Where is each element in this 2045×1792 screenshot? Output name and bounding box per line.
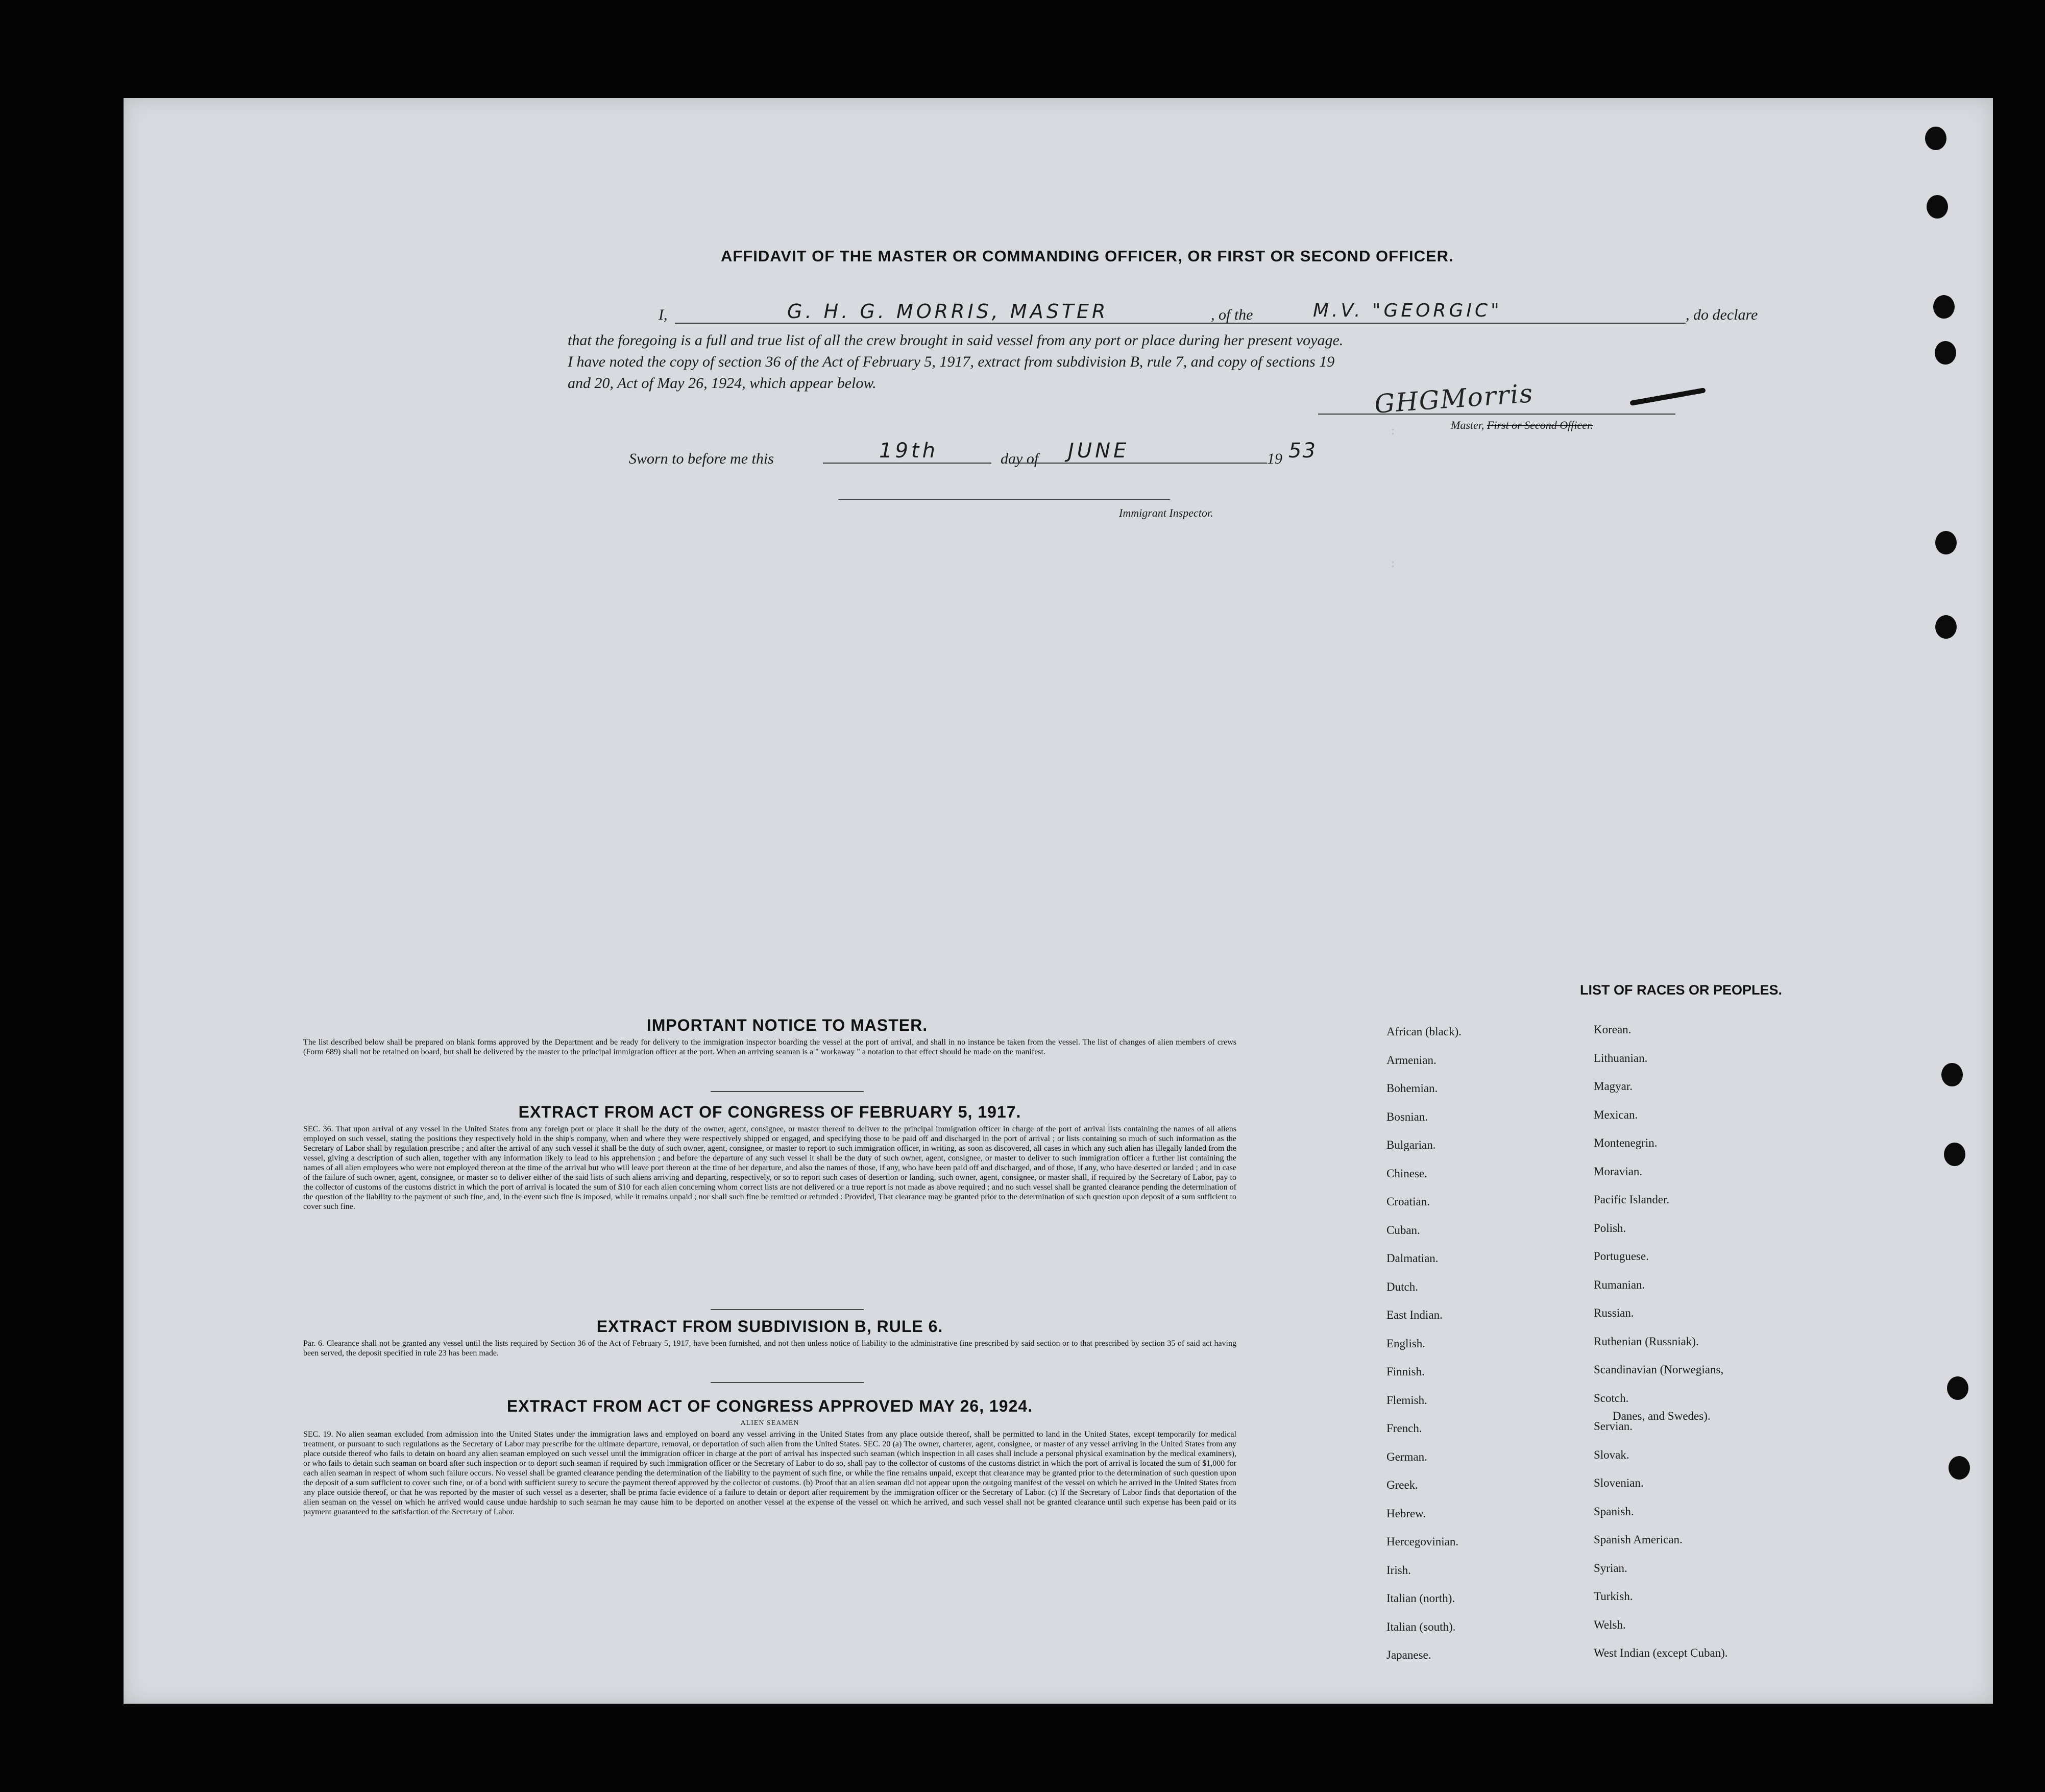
race-item: Turkish. <box>1594 1590 1633 1603</box>
race-item: German. <box>1386 1450 1427 1463</box>
affidavit-heading: AFFIDAVIT OF THE MASTER OR COMMANDING OFFICER, OR FIRST OR SECOND OFFICER. <box>721 247 1454 265</box>
race-item: Spanish. <box>1594 1505 1634 1518</box>
subdivision-b-heading: EXTRACT FROM SUBDIVISION B, RULE 6. <box>596 1317 943 1336</box>
race-item: Polish. <box>1594 1221 1626 1234</box>
day-line <box>823 463 991 464</box>
race-item: Welsh. <box>1594 1618 1626 1631</box>
race-continuation: Danes, and Swedes). <box>1613 1410 1711 1422</box>
race-item: Japanese. <box>1386 1649 1431 1661</box>
race-item: Moravian. <box>1594 1165 1643 1178</box>
race-item: English. <box>1386 1337 1426 1350</box>
section-divider <box>711 1309 864 1310</box>
punch-hole <box>1935 341 1956 365</box>
affidavit-line-4: and 20, Act of May 26, 1924, which appear below. <box>568 375 877 392</box>
punch-hole <box>1947 1376 1968 1400</box>
races-heading: LIST OF RACES OR PEOPLES. <box>1580 982 1783 998</box>
race-item: East Indian. <box>1386 1309 1443 1321</box>
bleed-through-mark: : <box>1390 425 1397 438</box>
master-signature: GHGMorris <box>1373 378 1535 419</box>
race-item: Bulgarian. <box>1386 1139 1436 1151</box>
punch-hole <box>1927 195 1948 219</box>
month-line <box>1012 463 1267 464</box>
affidavit-line-3: I have noted the copy of section 36 of the Act of February 5, 1917, extract from subdivision B, rule 7, and copy of sections 19 <box>568 353 1335 370</box>
section-divider <box>711 1091 864 1092</box>
race-item: Lithuanian. <box>1594 1051 1648 1064</box>
race-item: Pacific Islander. <box>1594 1193 1670 1206</box>
signature-flourish <box>1629 388 1706 406</box>
extract-1924-body: SEC. 19. No alien seaman excluded from admission into the United States under the immigration laws and employed on board any vessel arriving in the United States from any place outside thereof, shall be permitted to land in the United States, except temporarily for medical treatment, or pursuant to such regulations as the Secretary of Labor may prescribe for the ultimate departure, removal, or deportation of such alien from the United States. SEC. 20 (a) The owner, charterer, agent, consignee, or master of any vessel arriving in the United States from any place outside thereof who fails to detain on board any alien seaman employed on such vessel until the immigration officer in charge at the port of arrival has inspected such seaman (which inspection in all cases shall include a personal physical examination by the medical examiners), or who fails to detain such seaman on board after such inspection or to deport such seaman if required by such immigration officer or the Secretary of Labor to do so, shall pay to the collector of customs of the customs district in which the port of arrival is located the sum of $1,000 for each alien seaman in respect of whom such failure occurs. No vessel shall be granted clearance pending the determination of the liability to the payment of such fine, or while the fine remains unpaid, except that clearance may be granted prior to the determination of such question upon the deposit of a sum sufficient to cover such fine, or of a bond with sufficient surety to secure the payment thereof approved by the collector of customs. (b) Proof that an alien seaman did not appear upon the outgoing manifest of the vessel on which he arrived in the United States from any place outside thereof, or that he was reported by the master of such vessel as a deserter, shall be prima facie evidence of a failure to detain or deport after requirement by the immigration officer or the Secretary of Labor. (c) If the Secretary of Labor finds that deportation of the alien seaman on the vessel on which he arrived would cause undue hardship to such seaman he may cause him to be deported on another vessel at the expense of the vessel on which he arrived, and such vessel shall not be granted clearance until such expense has been paid or its payment guaranteed to the satisfaction of the Secretary of Labor. <box>303 1430 1236 1516</box>
vessel-line <box>1287 323 1686 324</box>
notice-body: The list described below shall be prepared on blank forms approved by the Department and be ready for delivery to the immigration inspector boarding the vessel at the port of arrival, and shall in no instance be taken from the vessel. The list of changes of alien members of crews (Form 689) shall not be retained on board, but shall be delivered by the master to the principal immigration officer at the port. When an arriving seaman is a " workaway " a notation to that effect should be made on the manifest. <box>303 1038 1236 1056</box>
year-prefix: 19 <box>1267 450 1282 467</box>
signature-line <box>1318 414 1675 415</box>
race-item: Portuguese. <box>1594 1250 1649 1263</box>
race-item: Bohemian. <box>1386 1082 1438 1095</box>
race-item: Russian. <box>1594 1306 1634 1319</box>
race-item: Italian (north). <box>1386 1592 1455 1605</box>
signer-title <box>1451 419 1593 432</box>
race-item: Dalmatian. <box>1386 1252 1439 1265</box>
punch-hole <box>1933 295 1955 319</box>
punch-hole <box>1944 1143 1965 1166</box>
race-item: Flemish. <box>1386 1393 1427 1407</box>
affidavit-i-label: I, <box>659 306 668 323</box>
vessel-name: M.V. "GEORGIC" <box>1313 300 1502 321</box>
inspector-label: Immigrant Inspector. <box>1119 506 1213 519</box>
race-item: Spanish American. <box>1594 1533 1683 1546</box>
extract-1924-subheading: ALIEN SEAMEN <box>740 1419 799 1427</box>
race-item: Slovak. <box>1594 1448 1629 1461</box>
race-item: Servian. <box>1594 1420 1633 1433</box>
race-item: Hercegovinian. <box>1386 1535 1459 1548</box>
do-declare-label: , do declare <box>1686 306 1758 323</box>
punch-hole <box>1935 615 1957 639</box>
race-item: French. <box>1386 1422 1422 1435</box>
subdivision-b-body: Par. 6. Clearance shall not be granted any vessel until the lists required by Section 36 of the Act of February 5, 1917, have been furnished, and not then unless notice of liability to the administrative fine prescribed by said section or to that prescribed by section 35 of said act having been served, the deposit specified in rule 23 has been made. <box>303 1339 1236 1358</box>
day-of-label: day of <box>1001 450 1039 467</box>
affidavit-line-2: that the foregoing is a full and true list of all the crew brought in said vessel from any port or place during her present voyage. <box>568 332 1344 349</box>
sworn-day: 19th <box>879 439 938 463</box>
signer-label-struck: First or Second Officer. <box>1487 419 1593 431</box>
punch-hole <box>1941 1063 1963 1086</box>
signer-label-master: Master, <box>1451 419 1487 431</box>
inspector-line <box>838 499 1170 500</box>
race-item: Irish. <box>1386 1563 1411 1577</box>
race-item: Mexican. <box>1594 1108 1638 1121</box>
of-the-label: , of the <box>1211 306 1253 323</box>
race-item: Montenegrin. <box>1594 1136 1658 1149</box>
race-item: Italian (south). <box>1386 1620 1456 1633</box>
race-item: Greek. <box>1386 1479 1418 1491</box>
punch-hole <box>1949 1456 1970 1480</box>
sworn-label: Sworn to before me this <box>629 450 774 467</box>
race-item: Scandinavian (Norwegians, <box>1594 1363 1724 1376</box>
race-item: Magyar. <box>1594 1080 1633 1093</box>
punch-hole <box>1935 531 1957 554</box>
sworn-month: JUNE <box>1068 439 1130 463</box>
section-divider <box>711 1382 864 1383</box>
bleed-through-mark: : <box>1390 558 1397 570</box>
race-item: Korean. <box>1594 1023 1632 1036</box>
master-name: G. H. G. MORRIS, MASTER <box>787 300 1109 323</box>
extract-1924-heading: EXTRACT FROM ACT OF CONGRESS APPROVED MAY 26, 1924. <box>506 1397 1033 1415</box>
race-item: West Indian (except Cuban). <box>1594 1646 1728 1659</box>
race-item: Dutch. <box>1386 1280 1418 1293</box>
race-item: Scotch. <box>1594 1391 1629 1404</box>
extract-1917-body: SEC. 36. That upon arrival of any vessel in the United States from any foreign port or place it shall be the duty of the owner, agent, consignee, or master thereof to deliver to the principal immigration officer in charge of the port of arrival lists containing the names of all aliens employed on such vessel, stating the positions they respectively hold in the ship's company, when and where they were respectively shipped or engaged, and specifying those to be paid off and discharged in the port of arrival ; or lists containing so much of such information as the Secretary of Labor shall by regulation prescribe ; and after the arrival of any such vessel it shall be the duty of such owner, agent, consignee, or master to report to such immigration officer, in writing, as soon as discovered, all cases in which any such alien has illegally landed from the vessel, giving a description of such alien, together with any information likely to lead to his apprehension ; and before the departure of any such vessel it shall be the duty of such owner, agent, consignee, or master to deliver to such immigration officer a further list containing the names of all alien employees who were not employed thereon at the time of the arrival but who will leave port thereon at the time of her departure, and also the names of those, if any, who have been paid off and discharged, and of those, if any, who have deserted or landed ; and in case of the failure of such owner, agent, consignee, or master so to deliver either of the said lists of such aliens arriving and departing, respectively, or so to report such cases of desertion or landing, such owner, agent, consignee, or master shall, if required by the Secretary of Labor, pay to the collector of customs of the customs district in which the port of arrival is located the sum of $10 for each alien concerning whom correct lists are not delivered or a true report is not made as above required ; and no such vessel shall be granted clearance pending the determination of the question of the liability to the payment of such fine, and, in the event such fine is imposed, while it remains unpaid ; nor shall such fine be remitted or refunded : Provided, That clearance may be granted prior to the determination of such question upon deposit of a sum sufficient to cover such fine. <box>303 1125 1236 1211</box>
race-item: Armenian. <box>1386 1053 1437 1067</box>
race-item: Cuban. <box>1386 1223 1420 1237</box>
race-item: African (black). <box>1386 1025 1462 1038</box>
document-page <box>124 98 1993 1704</box>
race-item: Slovenian. <box>1594 1476 1644 1489</box>
punch-hole <box>1925 127 1946 150</box>
race-item: Croatian. <box>1386 1195 1430 1208</box>
race-item: Bosnian. <box>1386 1110 1428 1123</box>
race-item: Syrian. <box>1594 1561 1627 1575</box>
extract-1917-heading: EXTRACT FROM ACT OF CONGRESS OF FEBRUARY 5, 1917. <box>518 1103 1021 1121</box>
year-suffix: 53 <box>1288 439 1317 463</box>
race-item: Finnish. <box>1386 1365 1425 1378</box>
race-item: Rumanian. <box>1594 1278 1645 1291</box>
race-item: Chinese. <box>1386 1167 1427 1180</box>
race-item: Hebrew. <box>1386 1507 1426 1520</box>
race-item: Ruthenian (Russniak). <box>1594 1335 1699 1348</box>
notice-heading: IMPORTANT NOTICE TO MASTER. <box>646 1016 928 1034</box>
